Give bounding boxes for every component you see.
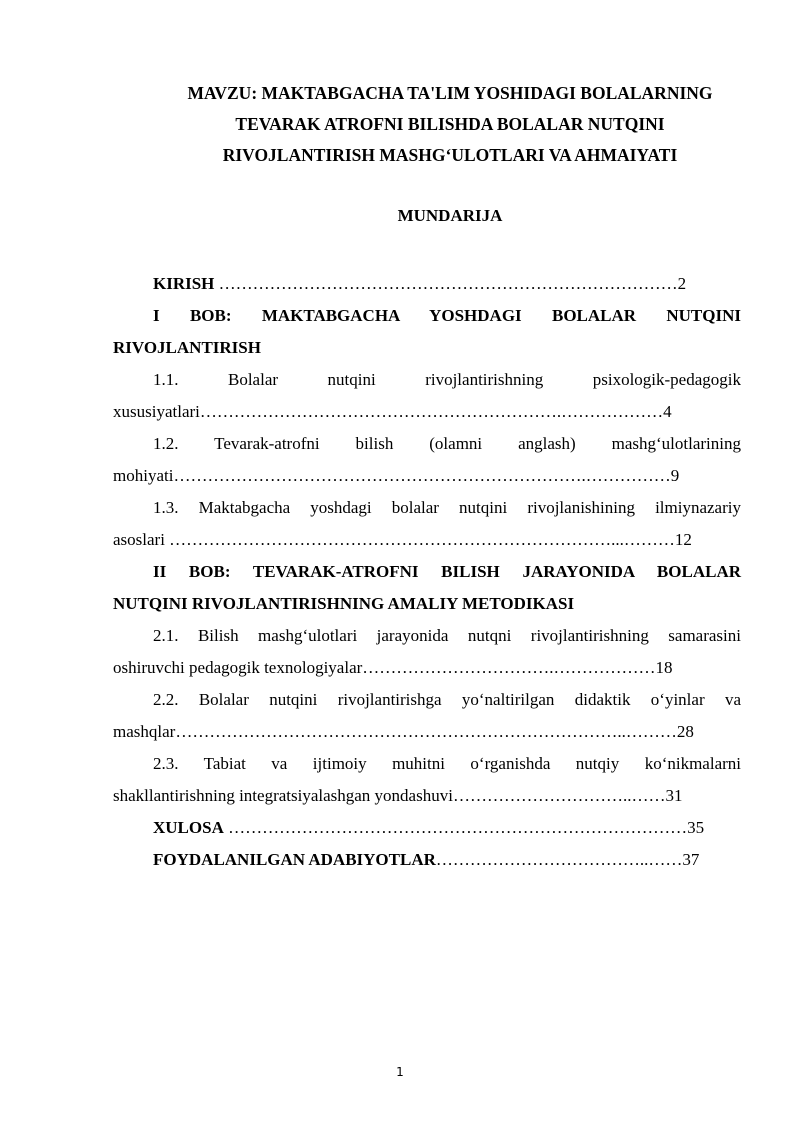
page-number: 1 [396, 1065, 404, 1079]
toc-section-1-3-line-2: asoslari ……………………………………………………………………...………12 [113, 530, 692, 549]
toc-label: KIRISH [153, 274, 215, 293]
toc-page: 35 [687, 818, 705, 837]
document-title [100, 78, 800, 171]
toc-section-1-1-line-2: xususiyatlari……………………………………………………….………………4 [113, 402, 672, 421]
table-of-contents [113, 268, 741, 876]
toc-label: XULOSA [153, 818, 224, 837]
toc-dots: ………………………………..…… [435, 850, 683, 869]
toc-section-2-2-line-2: mashqlar……………………………………………………………………..………28 [113, 722, 694, 741]
toc-label: FOYDALANILGAN ADABIYOTLAR [153, 850, 436, 869]
title-line-1: MAVZU: MAKTABGACHA TA'LIM YOSHIDAGI BOLALARNING [187, 83, 713, 103]
toc-chapter-1-line-2: RIVOJLANTIRISH [113, 338, 261, 357]
toc-dots: ……………………………………………………………………… [214, 274, 678, 293]
toc-section-1-2-line-2: mohiyati……………………………………………………………….……………9 [113, 466, 680, 485]
toc-section-2-3-line-1: 2.3. Tabiat va ijtimoiy muhitni o‘rganishda nutqiy ko‘nikmalarni [153, 754, 741, 773]
toc-heading: MUNDARIJA [397, 206, 503, 225]
toc-chapter-2-line-2: NUTQINI RIVOJLANTIRISHNING AMALIY METODIKASI [113, 594, 575, 613]
toc-page: 37 [682, 850, 700, 869]
toc-section-2-1-line-1: 2.1. Bilish mashg‘ulotlari jarayonida nutqni rivojlantirishning samarasini [153, 626, 741, 645]
toc-entry-adabiyotlar [113, 844, 741, 876]
title-line-2: TEVARAK ATROFNI BILISHDA BOLALAR NUTQINI [235, 114, 665, 134]
toc-section-2-2-line-1: 2.2. Bolalar nutqini rivojlantirishga yo‘naltirilgan didaktik o‘yinlar va [153, 690, 741, 709]
toc-section-1-1-line-1: 1.1. Bolalar nutqini rivojlantirishning psixologik-pedagogik [153, 370, 741, 389]
toc-dots: ……………………………………………………………………… [223, 818, 688, 837]
toc-section-1-2-line-1: 1.2. Tevarak-atrofni bilish (olamni anglash) mashg‘ulotlarining [153, 434, 741, 453]
toc-chapter-2-line-1: II BOB: TEVARAK-ATROFNI BILISH JARAYONIDA BOLALAR [153, 562, 741, 581]
toc-section-1-3-line-1: 1.3. Maktabgacha yoshdagi bolalar nutqini rivojlanishining ilmiynazariy [153, 498, 741, 517]
toc-page: 2 [677, 274, 687, 293]
toc-section-2-1-line-2: oshiruvchi pedagogik texnologiyalar…………………………….………………18 [113, 658, 673, 677]
toc-entry-xulosa [113, 812, 741, 844]
toc-entry-kirish [113, 268, 741, 300]
title-line-3: RIVOJLANTIRISH MASHG‘ULOTLARI VA AHMAIYATI [222, 145, 678, 165]
toc-section-2-3-line-2: shakllantirishning integratsiyalashgan yondashuvi…………………………..……31 [113, 786, 683, 805]
toc-chapter-1-line-1: I BOB: MAKTABGACHA YOSHDAGI BOLALAR NUTQINI [153, 306, 741, 325]
